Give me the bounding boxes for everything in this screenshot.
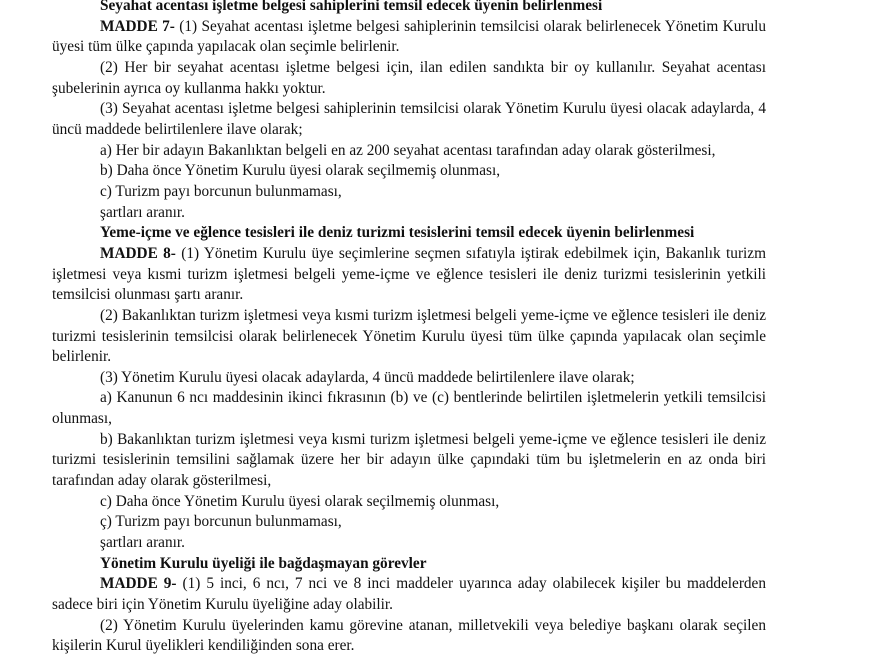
list-item: b) Bakanlıktan turizm işletmesi veya kısmi turizm işletmesi belgeli yeme-içme ve eğlence tesisleri ile deniz turizmi tesislerinin temsilini sağlamak üzere her bir adayın ülke çapındaki tüm bu işletmelerin en az onda biri tarafından aday olarak gösterilmesi,	[52, 430, 766, 490]
list-item: a) Kanunun 6 ncı maddesinin ikinci fıkrasının (b) ve (c) bentlerinde belirtilen işletmelerin yetkili temsilcisi olunması,	[52, 389, 766, 428]
article-paragraph: (2) Her bir seyahat acentası işletme belgesi için, ilan edilen sandıkta bir oy kullanılır. Seyahat acentası şubelerinin ayrıca oy kullanma hakkı yoktur.	[52, 58, 766, 97]
list-item: şartları aranır.	[100, 203, 185, 221]
article-paragraph	[52, 244, 766, 306]
article-paragraph: (2) Yönetim Kurulu üyelerinden kamu görevine atanan, milletvekili veya belediye başkanı olarak seçilen kişilerin Kurul üyelikleri kendiliğinden sona erer.	[52, 616, 766, 655]
paragraph-text: (1) 5 inci, 6 ncı, 7 nci ve 8 inci maddeler uyarınca aday olabilecek kişiler bu maddelerden sadece biri için Yönetim Kurulu üyeliğine aday olabilir.	[52, 575, 766, 614]
section-heading: Seyahat acentası işletme belgesi sahiplerini temsil edecek üyenin belirlenmesi	[100, 0, 603, 14]
article-paragraph	[52, 17, 766, 58]
section-heading: Yeme-içme ve eğlence tesisleri ile deniz turizmi tesislerini temsil edecek üyenin belirlenmesi	[100, 224, 695, 242]
list-item: c) Turizm payı borcunun bulunmaması,	[100, 182, 342, 200]
article-label: MADDE 7-	[100, 17, 175, 35]
paragraph-text: (1) Yönetim Kurulu üye seçimlerine seçmen sıfatıyla iştirak edebilmek için, Bakanlık turizm işletmesi veya kısmi turizm işletmesi belgeli yeme-içme ve eğlence tesisleri ile deniz turizmi tesislerinin yetkili temsilcisi olunması şartı aranır.	[52, 244, 766, 304]
article-paragraph: (2) Bakanlıktan turizm işletmesi veya kısmi turizm işletmesi belgeli yeme-içme ve eğlence tesisleri ile deniz turizmi tesislerinin temsilcisi olarak belirlenecek Yönetim Kurulu üyesi tüm ülke çapında yapılacak olan seçimle belirlenir.	[52, 306, 766, 366]
list-item: b) Daha önce Yönetim Kurulu üyesi olarak seçilmemiş olunması,	[100, 162, 501, 180]
article-label: MADDE 8-	[100, 244, 176, 262]
document-body	[52, 0, 766, 657]
article-paragraph	[52, 574, 766, 615]
list-item: şartları aranır.	[100, 534, 185, 552]
list-item: c) Daha önce Yönetim Kurulu üyesi olarak seçilmemiş olunması,	[100, 492, 500, 510]
list-item: ç) Turizm payı borcunun bulunmaması,	[100, 513, 342, 531]
list-item: a) Her bir adayın Bakanlıktan belgeli en az 200 seyahat acentası tarafından aday olarak gösterilmesi,	[100, 141, 716, 159]
section-heading: Yönetim Kurulu üyeliği ile bağdaşmayan görevler	[100, 554, 427, 572]
article-paragraph: (3) Yönetim Kurulu üyesi olacak adaylarda, 4 üncü maddede belirtilenlere ilave olarak;	[100, 368, 635, 386]
article-paragraph: (3) Seyahat acentası işletme belgesi sahiplerinin temsilcisi olarak Yönetim Kurulu üyesi olacak adaylarda, 4 üncü maddede belirtilenlere ilave olarak;	[52, 100, 766, 138]
paragraph-text: (1) Seyahat acentası işletme belgesi sahiplerinin temsilcisi olarak belirlenecek Yönetim Kurulu üyesi tüm ülke çapında yapılacak olan seçimle belirlenir.	[52, 17, 766, 56]
article-label: MADDE 9-	[100, 575, 177, 593]
